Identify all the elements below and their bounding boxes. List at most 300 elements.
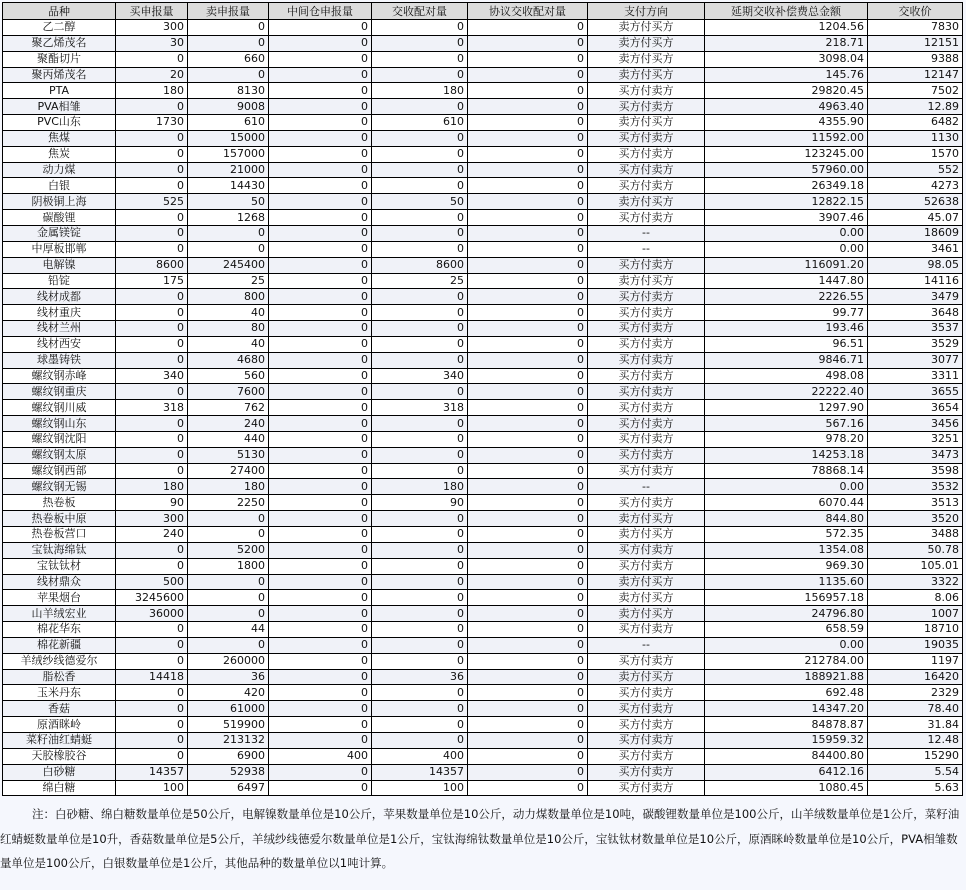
product-name-cell: 线材鼎众 [3, 574, 116, 590]
value-cell: 180 [372, 83, 468, 99]
value-cell: 213132 [188, 732, 269, 748]
value-cell: 0 [468, 748, 588, 764]
product-name-cell: PVC山东 [3, 115, 116, 131]
value-cell: 0 [116, 99, 188, 115]
value-cell: 3322 [868, 574, 963, 590]
product-name-cell: 螺纹钢山东 [3, 416, 116, 432]
product-name-cell: 天胶橡胶谷 [3, 748, 116, 764]
value-cell: 0 [269, 606, 372, 622]
value-cell: 0 [372, 210, 468, 226]
value-cell: 25 [188, 273, 269, 289]
value-cell: 0 [116, 241, 188, 257]
value-cell: 0 [116, 352, 188, 368]
value-cell: 0 [468, 527, 588, 543]
value-cell: 0 [372, 321, 468, 337]
value-cell: 0 [468, 732, 588, 748]
value-cell: 0.00 [705, 225, 868, 241]
value-cell: 0 [372, 622, 468, 638]
product-name-cell: 中厚板邯郸 [3, 241, 116, 257]
table-row [3, 368, 963, 384]
value-cell: 0 [468, 384, 588, 400]
value-cell: 11592.00 [705, 130, 868, 146]
value-cell: 0 [188, 637, 269, 653]
delivery-table-container [2, 2, 962, 796]
value-cell: 8130 [188, 83, 269, 99]
value-cell: 0 [372, 637, 468, 653]
value-cell: 0 [269, 685, 372, 701]
table-row [3, 51, 963, 67]
product-name-cell: 螺纹钢重庆 [3, 384, 116, 400]
table-row [3, 606, 963, 622]
value-cell: 0 [116, 542, 188, 558]
payment-direction-cell: 买方付卖方 [588, 431, 705, 447]
value-cell: 240 [188, 416, 269, 432]
column-header: 卖申报量 [188, 3, 269, 20]
value-cell: 0 [468, 479, 588, 495]
value-cell: 0 [269, 622, 372, 638]
value-cell: 8600 [372, 257, 468, 273]
value-cell: 0 [269, 162, 372, 178]
value-cell: 0 [372, 527, 468, 543]
value-cell: 0 [372, 732, 468, 748]
value-cell: 0 [372, 416, 468, 432]
payment-direction-cell: -- [588, 241, 705, 257]
value-cell: 18710 [868, 622, 963, 638]
value-cell: 0 [116, 336, 188, 352]
value-cell: 100 [116, 780, 188, 796]
value-cell: 7600 [188, 384, 269, 400]
value-cell: 0 [468, 574, 588, 590]
value-cell: 0 [269, 83, 372, 99]
value-cell: 969.30 [705, 558, 868, 574]
payment-direction-cell: -- [588, 637, 705, 653]
column-header: 中间仓申报量 [269, 3, 372, 20]
value-cell: 84878.87 [705, 717, 868, 733]
value-cell: 29820.45 [705, 83, 868, 99]
table-row [3, 590, 963, 606]
product-name-cell: 螺纹钢沈阳 [3, 431, 116, 447]
value-cell: 1007 [868, 606, 963, 622]
value-cell: 0 [269, 305, 372, 321]
value-cell: 1268 [188, 210, 269, 226]
value-cell: 1354.08 [705, 542, 868, 558]
table-row [3, 146, 963, 162]
payment-direction-cell: 卖方付买方 [588, 35, 705, 51]
table-row [3, 748, 963, 764]
payment-direction-cell: 买方付卖方 [588, 368, 705, 384]
value-cell: 240 [116, 527, 188, 543]
value-cell: 0 [269, 463, 372, 479]
table-row [3, 210, 963, 226]
column-header: 品种 [3, 3, 116, 20]
product-name-cell: 阴极铜上海 [3, 194, 116, 210]
value-cell: 0 [269, 273, 372, 289]
value-cell: 0 [188, 511, 269, 527]
payment-direction-cell: 买方付卖方 [588, 685, 705, 701]
value-cell: 0 [269, 542, 372, 558]
value-cell: 12.48 [868, 732, 963, 748]
value-cell: 0 [269, 67, 372, 83]
value-cell: 0 [372, 305, 468, 321]
value-cell: 4963.40 [705, 99, 868, 115]
payment-direction-cell: 卖方付买方 [588, 194, 705, 210]
value-cell: 0 [116, 748, 188, 764]
product-name-cell: 铅锭 [3, 273, 116, 289]
value-cell: 0 [372, 558, 468, 574]
value-cell: 552 [868, 162, 963, 178]
value-cell: 245400 [188, 257, 269, 273]
value-cell: 7830 [868, 20, 963, 36]
table-row [3, 637, 963, 653]
table-row [3, 511, 963, 527]
value-cell: 0 [269, 669, 372, 685]
value-cell: 440 [188, 431, 269, 447]
value-cell: 1297.90 [705, 400, 868, 416]
value-cell: 0.00 [705, 637, 868, 653]
value-cell: 0 [468, 352, 588, 368]
value-cell: 0 [116, 289, 188, 305]
payment-direction-cell: 买方付卖方 [588, 305, 705, 321]
value-cell: 6482 [868, 115, 963, 131]
column-header: 交收配对量 [372, 3, 468, 20]
value-cell: 0 [468, 35, 588, 51]
value-cell: 0 [372, 511, 468, 527]
value-cell: 1730 [116, 115, 188, 131]
value-cell: 9846.71 [705, 352, 868, 368]
value-cell: 0 [372, 289, 468, 305]
value-cell: 1800 [188, 558, 269, 574]
value-cell: 7502 [868, 83, 963, 99]
value-cell: 0 [269, 732, 372, 748]
product-name-cell: 宝钛钛材 [3, 558, 116, 574]
value-cell: 175 [116, 273, 188, 289]
payment-direction-cell: 卖方付买方 [588, 115, 705, 131]
value-cell: 0 [468, 558, 588, 574]
value-cell: 30 [116, 35, 188, 51]
value-cell: 0 [269, 115, 372, 131]
payment-direction-cell: 买方付卖方 [588, 384, 705, 400]
value-cell: 0 [269, 495, 372, 511]
value-cell: 0 [372, 431, 468, 447]
value-cell: 0 [468, 194, 588, 210]
product-name-cell: 绵白糖 [3, 780, 116, 796]
value-cell: 116091.20 [705, 257, 868, 273]
value-cell: 0.00 [705, 479, 868, 495]
payment-direction-cell: 买方付卖方 [588, 701, 705, 717]
value-cell: 27400 [188, 463, 269, 479]
value-cell: 24796.80 [705, 606, 868, 622]
value-cell: 0 [468, 368, 588, 384]
value-cell: 0 [468, 83, 588, 99]
value-cell: 0 [468, 257, 588, 273]
value-cell: 0 [468, 463, 588, 479]
payment-direction-cell: 卖方付买方 [588, 67, 705, 83]
value-cell: 0 [269, 431, 372, 447]
product-name-cell: 原酒眯岭 [3, 717, 116, 733]
value-cell: 0 [468, 780, 588, 796]
value-cell: 0 [468, 67, 588, 83]
value-cell: 52938 [188, 764, 269, 780]
value-cell: 31.84 [868, 717, 963, 733]
value-cell: 340 [116, 368, 188, 384]
table-row [3, 495, 963, 511]
value-cell: 0 [116, 321, 188, 337]
value-cell: 0 [372, 574, 468, 590]
value-cell: 3251 [868, 431, 963, 447]
value-cell: 0 [468, 622, 588, 638]
value-cell: 340 [372, 368, 468, 384]
value-cell: 50 [372, 194, 468, 210]
value-cell: 0 [468, 273, 588, 289]
value-cell: 1135.60 [705, 574, 868, 590]
value-cell: 610 [188, 115, 269, 131]
value-cell: 84400.80 [705, 748, 868, 764]
value-cell: 0 [372, 384, 468, 400]
table-row [3, 305, 963, 321]
value-cell: 0 [269, 194, 372, 210]
value-cell: 0 [372, 51, 468, 67]
payment-direction-cell: 买方付卖方 [588, 542, 705, 558]
value-cell: 0 [468, 130, 588, 146]
payment-direction-cell: 卖方付买方 [588, 20, 705, 36]
product-name-cell: 螺纹钢西部 [3, 463, 116, 479]
table-row [3, 416, 963, 432]
payment-direction-cell: 买方付卖方 [588, 653, 705, 669]
value-cell: 0 [269, 653, 372, 669]
table-row [3, 685, 963, 701]
product-name-cell: 聚丙烯茂名 [3, 67, 116, 83]
value-cell: 0 [116, 653, 188, 669]
product-name-cell: 动力煤 [3, 162, 116, 178]
value-cell: 45.07 [868, 210, 963, 226]
value-cell: 978.20 [705, 431, 868, 447]
value-cell: 21000 [188, 162, 269, 178]
value-cell: 18609 [868, 225, 963, 241]
value-cell: 14357 [372, 764, 468, 780]
table-row [3, 241, 963, 257]
table-row [3, 780, 963, 796]
value-cell: 0 [116, 717, 188, 733]
value-cell: 0 [468, 321, 588, 337]
payment-direction-cell: 买方付卖方 [588, 289, 705, 305]
table-row [3, 431, 963, 447]
product-name-cell: 棉花新疆 [3, 637, 116, 653]
value-cell: 0 [269, 146, 372, 162]
value-cell: 0 [188, 590, 269, 606]
value-cell: 3532 [868, 479, 963, 495]
table-row [3, 289, 963, 305]
value-cell: 2250 [188, 495, 269, 511]
value-cell: 560 [188, 368, 269, 384]
value-cell: 96.51 [705, 336, 868, 352]
value-cell: 1570 [868, 146, 963, 162]
value-cell: 20 [116, 67, 188, 83]
value-cell: 0 [269, 241, 372, 257]
value-cell: 15959.32 [705, 732, 868, 748]
value-cell: 4273 [868, 178, 963, 194]
value-cell: 0 [468, 701, 588, 717]
value-cell: 218.71 [705, 35, 868, 51]
product-name-cell: 白银 [3, 178, 116, 194]
product-name-cell: 线材兰州 [3, 321, 116, 337]
product-name-cell: 热卷板中原 [3, 511, 116, 527]
value-cell: 0 [269, 130, 372, 146]
value-cell: 90 [372, 495, 468, 511]
value-cell: 78.40 [868, 701, 963, 717]
value-cell: 0 [372, 162, 468, 178]
value-cell: 3098.04 [705, 51, 868, 67]
product-name-cell: 螺纹钢太原 [3, 447, 116, 463]
value-cell: 0 [468, 495, 588, 511]
value-cell: 0 [116, 162, 188, 178]
value-cell: 0 [468, 669, 588, 685]
table-row [3, 447, 963, 463]
value-cell: 0 [468, 590, 588, 606]
value-cell: 0 [269, 384, 372, 400]
table-row [3, 479, 963, 495]
value-cell: 0 [269, 780, 372, 796]
value-cell: 14253.18 [705, 447, 868, 463]
product-name-cell: 球墨铸铁 [3, 352, 116, 368]
value-cell: 1447.80 [705, 273, 868, 289]
value-cell: 0 [269, 257, 372, 273]
table-row [3, 257, 963, 273]
value-cell: 15000 [188, 130, 269, 146]
value-cell: 0 [116, 305, 188, 321]
value-cell: 0 [372, 178, 468, 194]
value-cell: 36 [188, 669, 269, 685]
value-cell: 14430 [188, 178, 269, 194]
value-cell: 12.89 [868, 99, 963, 115]
value-cell: 0 [269, 764, 372, 780]
value-cell: 0 [269, 511, 372, 527]
value-cell: 6900 [188, 748, 269, 764]
header-row [3, 3, 963, 20]
value-cell: 0 [372, 685, 468, 701]
value-cell: 3245600 [116, 590, 188, 606]
value-cell: 50 [188, 194, 269, 210]
value-cell: 1130 [868, 130, 963, 146]
table-row [3, 352, 963, 368]
value-cell: 0 [468, 416, 588, 432]
value-cell: 36000 [116, 606, 188, 622]
value-cell: 318 [372, 400, 468, 416]
value-cell: 0 [468, 305, 588, 321]
value-cell: 0 [269, 701, 372, 717]
value-cell: 0 [468, 447, 588, 463]
table-row [3, 764, 963, 780]
product-name-cell: 热卷板营口 [3, 527, 116, 543]
value-cell: 0 [269, 352, 372, 368]
value-cell: 0 [372, 20, 468, 36]
product-name-cell: 热卷板 [3, 495, 116, 511]
value-cell: 44 [188, 622, 269, 638]
value-cell: 90 [116, 495, 188, 511]
value-cell: 0 [372, 463, 468, 479]
value-cell: 0 [468, 336, 588, 352]
value-cell: 0 [116, 384, 188, 400]
value-cell: 0 [188, 527, 269, 543]
value-cell: 0 [372, 653, 468, 669]
payment-direction-cell: 买方付卖方 [588, 416, 705, 432]
value-cell: 3655 [868, 384, 963, 400]
value-cell: 98.05 [868, 257, 963, 273]
value-cell: 5200 [188, 542, 269, 558]
payment-direction-cell: 买方付卖方 [588, 622, 705, 638]
value-cell: 660 [188, 51, 269, 67]
value-cell: 0 [116, 225, 188, 241]
value-cell: 0 [188, 574, 269, 590]
value-cell: 3648 [868, 305, 963, 321]
table-row [3, 717, 963, 733]
value-cell: 318 [116, 400, 188, 416]
product-name-cell: 聚酯切片 [3, 51, 116, 67]
value-cell: 498.08 [705, 368, 868, 384]
value-cell: 0 [116, 210, 188, 226]
table-row [3, 653, 963, 669]
product-name-cell: 聚乙烯茂名 [3, 35, 116, 51]
column-header: 支付方向 [588, 3, 705, 20]
value-cell: 692.48 [705, 685, 868, 701]
value-cell: 0 [468, 99, 588, 115]
product-name-cell: 羊绒纱线德爱尔 [3, 653, 116, 669]
product-name-cell: 菜籽油红蜻蜓 [3, 732, 116, 748]
value-cell: 3529 [868, 336, 963, 352]
value-cell: 3537 [868, 321, 963, 337]
value-cell: 3520 [868, 511, 963, 527]
payment-direction-cell: 买方付卖方 [588, 400, 705, 416]
payment-direction-cell: 买方付卖方 [588, 83, 705, 99]
value-cell: 0 [269, 368, 372, 384]
value-cell: 0 [269, 321, 372, 337]
value-cell: 0 [468, 289, 588, 305]
value-cell: 0 [269, 637, 372, 653]
value-cell: 52638 [868, 194, 963, 210]
value-cell: 3479 [868, 289, 963, 305]
table-row [3, 194, 963, 210]
value-cell: 2329 [868, 685, 963, 701]
payment-direction-cell: 卖方付买方 [588, 669, 705, 685]
value-cell: 0 [269, 400, 372, 416]
value-cell: 0 [468, 162, 588, 178]
value-cell: 78868.14 [705, 463, 868, 479]
product-name-cell: 香菇 [3, 701, 116, 717]
value-cell: 0 [468, 542, 588, 558]
value-cell: 0 [468, 51, 588, 67]
value-cell: 0 [116, 732, 188, 748]
value-cell: 0 [116, 685, 188, 701]
value-cell: 36 [372, 669, 468, 685]
value-cell: 400 [269, 748, 372, 764]
value-cell: 0 [468, 225, 588, 241]
product-name-cell: 螺纹钢川威 [3, 400, 116, 416]
value-cell: 3473 [868, 447, 963, 463]
value-cell: 0 [372, 701, 468, 717]
table-row [3, 701, 963, 717]
value-cell: 26349.18 [705, 178, 868, 194]
value-cell: 519900 [188, 717, 269, 733]
payment-direction-cell: 买方付卖方 [588, 495, 705, 511]
payment-direction-cell: 买方付卖方 [588, 447, 705, 463]
value-cell: 12151 [868, 35, 963, 51]
value-cell: 57960.00 [705, 162, 868, 178]
value-cell: 0 [468, 20, 588, 36]
value-cell: 300 [116, 511, 188, 527]
value-cell: 0 [372, 225, 468, 241]
value-cell: 844.80 [705, 511, 868, 527]
table-row [3, 99, 963, 115]
value-cell: 762 [188, 400, 269, 416]
